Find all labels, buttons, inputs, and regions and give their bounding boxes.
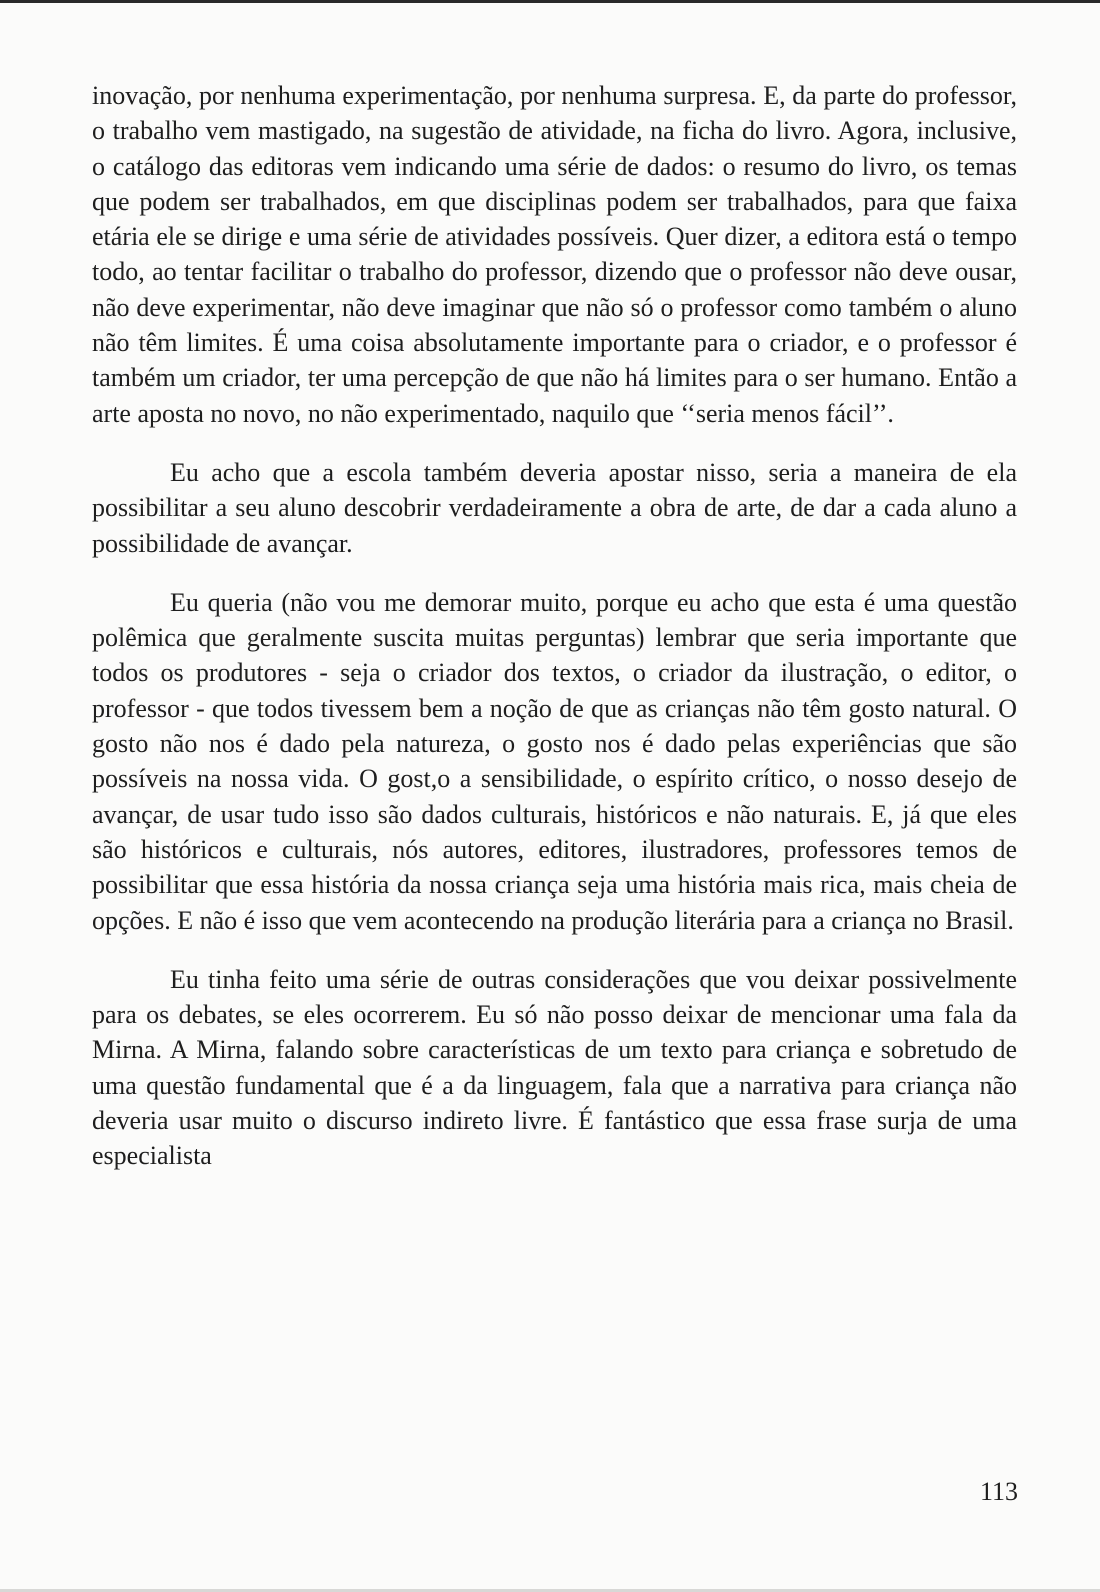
paragraph-1: inovação, por nenhuma experimentação, por nenhuma surpresa. E, da parte do professor, o trabalho vem mastigado, na sugestão de atividade, na ficha do livro. Agora, inclusive, o catálogo das editoras vem indicando uma série de dados: o resumo do livro, os temas que podem ser trabalhados, em que disciplinas podem ser trabalhados, para que faixa etária ele se dirige e uma série de atividades possíveis. Quer dizer, a editora está o tempo todo, ao tentar facilitar o trabalho do professor, dizendo que o professor não deve ousar, não deve experimentar, não deve imaginar que não só o professor como também o aluno não têm limites. É uma coisa absolutamente importante para o criador, e o professor é também um criador, ter uma percepção de que não há limites para o ser humano. Então a arte aposta no novo, no não experimentado, naquilo que ‘‘seria menos fácil’’.	[92, 81, 1017, 428]
paragraph-3: Eu queria (não vou me demorar muito, porque eu acho que esta é uma questão polêmica que geralmente suscita muitas perguntas) lembrar que seria importante que todos os produtores - seja o criador dos textos, o criador da ilustração, o editor, o professor - que todos tivessem bem a noção de que as crianças não têm gosto natural. O gosto não nos é dado pela natureza, o gosto nos é dado pelas experiências que são possíveis na nossa vida. O gost,o a sensibilidade, o espírito crítico, o nosso desejo de avançar, de usar tudo isso são dados culturais, históricos e não naturais. E, já que eles são históricos e culturais, nós autores, editores, ilustradores, professores temos de possibilitar que essa história da nossa criança seja uma história mais rica, mais cheia de opções. E não é isso que vem acontecendo na produção literária para a criança no Brasil.	[92, 587, 1017, 935]
body-text	[92, 78, 1017, 1198]
paragraph-2: Eu acho que a escola também deveria apostar nisso, seria a maneira de ela possibilitar a seu aluno descobrir verdadeiramente a obra de arte, de dar a cada aluno a possibilidade de avançar.	[92, 457, 1017, 558]
paragraph-4: Eu tinha feito uma série de outras considerações que vou deixar possivelmente para os debates, se eles ocorrerem. Eu só não posso deixar de mencionar uma fala da Mirna. A Mirna, falando sobre características de um texto para criança e sobretudo de uma questão fundamental que é a da linguagem, fala que a narrativa para criança não deveria usar muito o discurso indireto livre. É fantástico que essa frase surja de uma especialista	[92, 964, 1017, 1171]
page-top-edge	[0, 0, 1100, 3]
page-number: 113	[979, 1477, 1018, 1506]
